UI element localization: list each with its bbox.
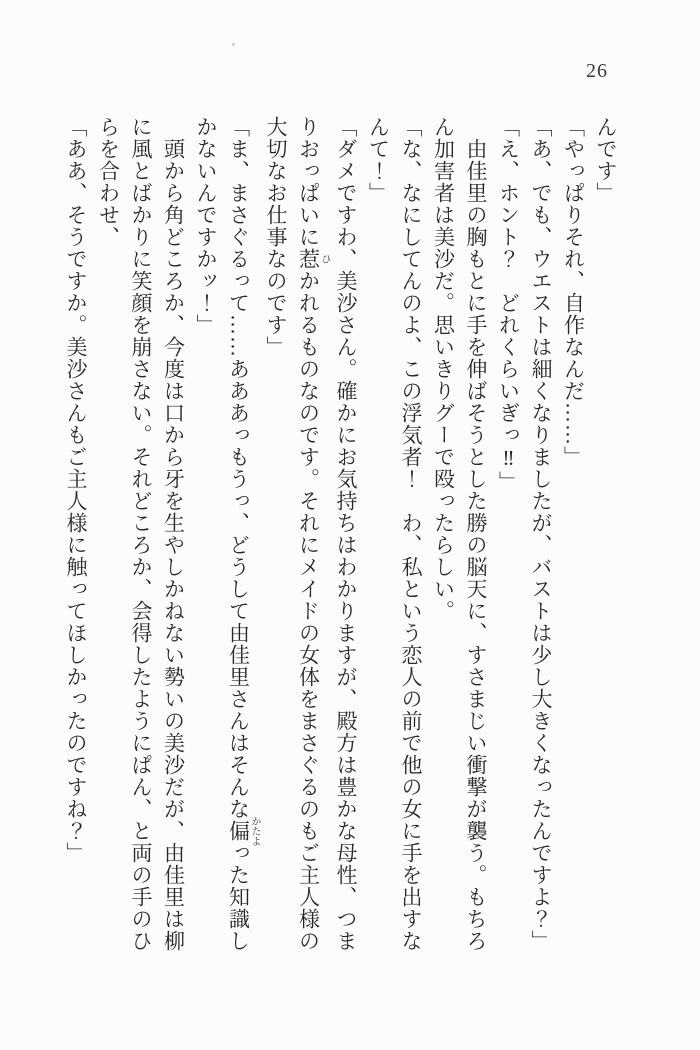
text-column [292, 116, 330, 964]
text-column [222, 116, 260, 964]
column-text-post: った知識し [226, 842, 251, 952]
text-column: ん加害者は美沙だ。思いきりグーで殴ったらしい。 [431, 116, 456, 622]
text-column: 「な、なにしてんのよ、この浮気者！ わ、私という恋人の前で他の女に手を出すな [399, 116, 423, 952]
ruby-annotated-word [226, 816, 260, 846]
text-column: 「ああ、そうですか。美沙さんもご主人様に触ってほしかったのですね？」 [64, 116, 88, 864]
scan-speck [232, 43, 235, 46]
text-column: 大切なお仕事なのです」 [264, 116, 288, 358]
text-column: 「あ、でも、ウエストは細くなりましたが、バストは少し大きくなったんですよ？」 [529, 116, 553, 952]
page-number: 26 [586, 60, 608, 82]
text-column: 頭から角どころか、今度は口から牙を生やしかねない勢いの美沙だが、由佳里は柳 [161, 116, 186, 952]
text-column: 「ダメですわ、美沙さん。確かにお気持ちはわかりますが、殿方は豊かな母性、つま [334, 116, 358, 952]
text-column: 由佳里の胸もとに手を伸ばそうとした勝の脳天に、すさまじい衝撃が襲う。もちろ [464, 116, 488, 952]
column-text-post: かれるものなのです。それにメイドの女体をまさぐるのもご主人様の [296, 270, 321, 952]
vertical-text-block [60, 116, 623, 964]
text-column: んて！」 [366, 116, 391, 204]
ruby-annotated-word [296, 248, 330, 270]
text-column: んです」 [594, 116, 618, 204]
text-column: かないんですかッ！」 [194, 116, 218, 336]
furigana: かたよ [249, 816, 260, 846]
furigana: ひ [319, 248, 330, 270]
column-text-pre: りおっぱいに [296, 116, 321, 248]
ruby-base: 偏 [226, 816, 251, 846]
text-column: に風とばかりに笑顔を崩さない。それどころか、会得したようにぱん、と両の手のひ [129, 116, 153, 952]
column-text-pre: 「ま、まさぐるって……あああっもうっ、どうして由佳里さんはそんな [226, 116, 251, 820]
ruby-base: 惹 [296, 248, 321, 270]
text-column: らを合わせ、 [96, 116, 121, 248]
text-column: 「え、ホント？ どれくらいぎっ‼」 [496, 116, 521, 493]
text-column: 「やっぱりそれ、自作なんだ……」 [561, 116, 586, 468]
